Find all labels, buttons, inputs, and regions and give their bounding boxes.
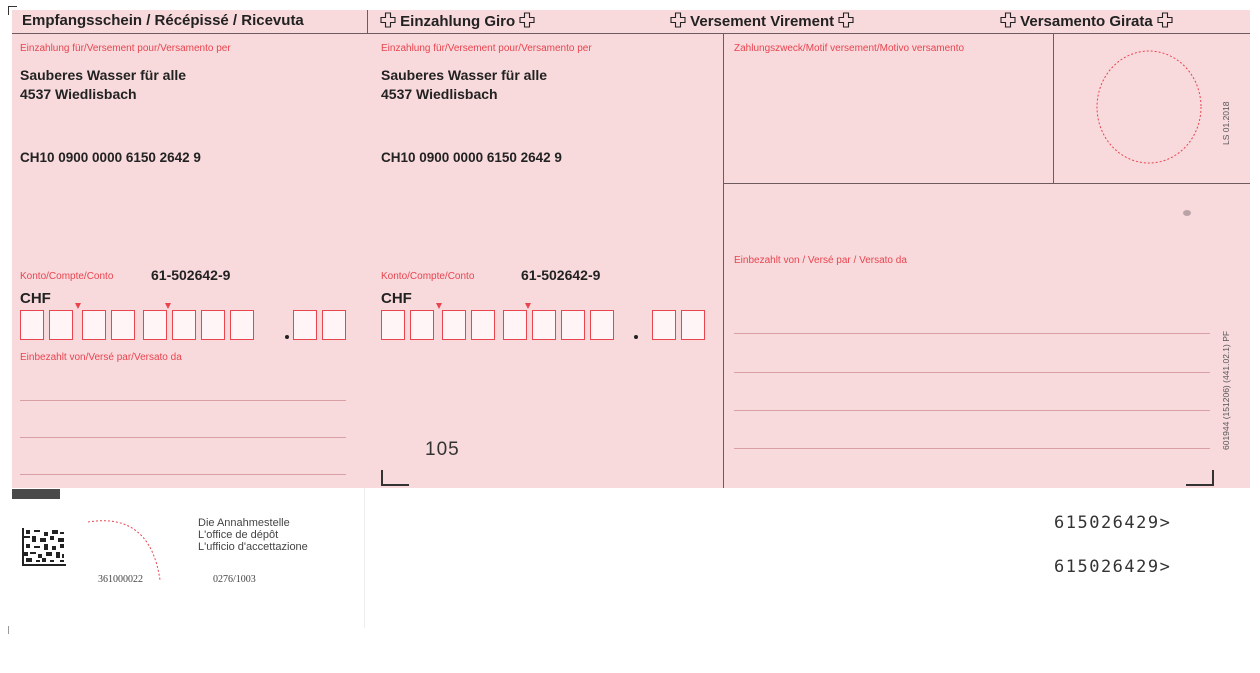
payment-amount-digit[interactable] [471,310,495,340]
purpose-label: Zahlungszweck/Motif versement/Motivo versamento [734,43,965,54]
header-divider [12,33,1250,34]
office-line-2: L'office de dépôt [198,529,279,541]
post-stamp-circle [1094,47,1204,167]
receipt-paid-by-line[interactable] [20,474,346,475]
receipt-currency: CHF [20,290,51,307]
receipt-amount-digit[interactable] [49,310,73,340]
edge-mark [8,626,9,634]
receipt-amount-digit[interactable] [20,310,44,340]
receipt-paid-by-line[interactable] [20,437,346,438]
payment-amount-digit[interactable] [442,310,466,340]
girata-title-text: Versamento Girata [1020,13,1153,30]
right-paid-by-label: Einbezahlt von / Versé par / Versato da [734,255,907,266]
payment-cents-digit[interactable] [652,310,676,340]
stamp-divider [1053,33,1054,184]
payment-recipient [381,66,547,104]
datamatrix-code [22,528,66,566]
decimal-point [634,335,638,339]
swiss-cross-icon [838,12,854,28]
thousands-mark [75,303,81,309]
payment-amount-digit[interactable] [503,310,527,340]
payment-amount-digit[interactable] [381,310,405,340]
payment-iban: CH10 0900 0000 6150 2642 9 [381,150,562,165]
swiss-cross-icon [1000,12,1016,28]
smudge-mark [1183,210,1191,216]
payment-recipient-name: Sauberes Wasser für alle [381,67,548,83]
payment-amount-digit[interactable] [590,310,614,340]
office-line-1: Die Annahmestelle [198,517,290,529]
receipt-account-number: 61-502642-9 [151,267,231,283]
receipt-title: Empfangsschein / Récépissé / Ricevuta [22,12,304,29]
version-code: LS 01.2018 [1221,101,1231,145]
receipt-paid-by-label: Einbezahlt von/Versé par/Versato da [20,352,182,363]
receipt-recipient [20,66,186,104]
payment-recipient-city: 4537 Wiedlisbach [381,86,498,102]
payment-currency: CHF [381,290,412,307]
acceptance-office [198,517,308,553]
giro-title-text: Einzahlung Giro [400,13,516,30]
receipt-amount-digit[interactable] [82,310,106,340]
office-line-3: L'ufficio d'accettazione [198,541,308,553]
swiss-cross-icon [519,12,535,28]
virement-title-text: Versement Virement [690,13,835,30]
payment-amount-digit[interactable] [410,310,434,340]
bottom-divider [364,488,365,628]
corner-mark [8,6,17,15]
right-paid-by-line[interactable] [734,448,1210,449]
receipt-amount-digit[interactable] [172,310,196,340]
swiss-cross-icon [1157,12,1173,28]
coding-line-2: 615026429> [1054,557,1172,577]
payment-amount-digit[interactable] [532,310,556,340]
receipt-amount-digit[interactable] [201,310,225,340]
receipt-iban: CH10 0900 0000 6150 2642 9 [20,150,201,165]
thousands-mark [436,303,442,309]
office-code: 0276/1003 [213,574,256,585]
receipt-amount-digit[interactable] [111,310,135,340]
receipt-paid-by-line[interactable] [20,400,346,401]
receipt-recipient-city: 4537 Wiedlisbach [20,86,137,102]
purpose-divider [723,183,1250,184]
decimal-point [285,335,289,339]
receipt-cents-digit[interactable] [322,310,346,340]
receipt-amount-digit[interactable] [143,310,167,340]
receipt-amount-digit[interactable] [230,310,254,340]
swiss-cross-icon [380,12,396,28]
right-scan-corner [1186,470,1214,486]
black-bar [12,489,60,499]
swiss-cross-icon [670,12,686,28]
payment-account-number: 61-502642-9 [521,267,601,283]
payment-cents-digit[interactable] [681,310,705,340]
form-code: 601944 (151206) (441.02.1) PF [1221,330,1231,450]
payment-amount-digit[interactable] [561,310,585,340]
receipt-recipient-name: Sauberes Wasser für alle [20,67,187,83]
payment-payment-for-label: Einzahlung für/Versement pour/Versamento per [381,43,592,54]
virement-title [670,12,854,30]
right-paid-by-line[interactable] [734,410,1210,411]
giro-title [380,12,535,30]
receipt-payment-for-label: Einzahlung für/Versement pour/Versamento per [20,43,231,54]
thousands-mark [525,303,531,309]
receipt-account-label: Konto/Compte/Conto [20,271,114,282]
right-paid-by-line[interactable] [734,372,1210,373]
payment-code: 105 [425,439,460,460]
girata-title [1000,12,1173,30]
payment-account-label: Konto/Compte/Conto [381,271,475,282]
receipt-cents-digit[interactable] [293,310,317,340]
thousands-mark [165,303,171,309]
coding-line-1: 615026429> [1054,513,1172,533]
right-paid-by-line[interactable] [734,333,1210,334]
payment-scan-corner [381,470,409,486]
column-divider-receipt [367,10,368,34]
serial-number: 361000022 [98,574,143,585]
column-divider-right [723,33,724,488]
